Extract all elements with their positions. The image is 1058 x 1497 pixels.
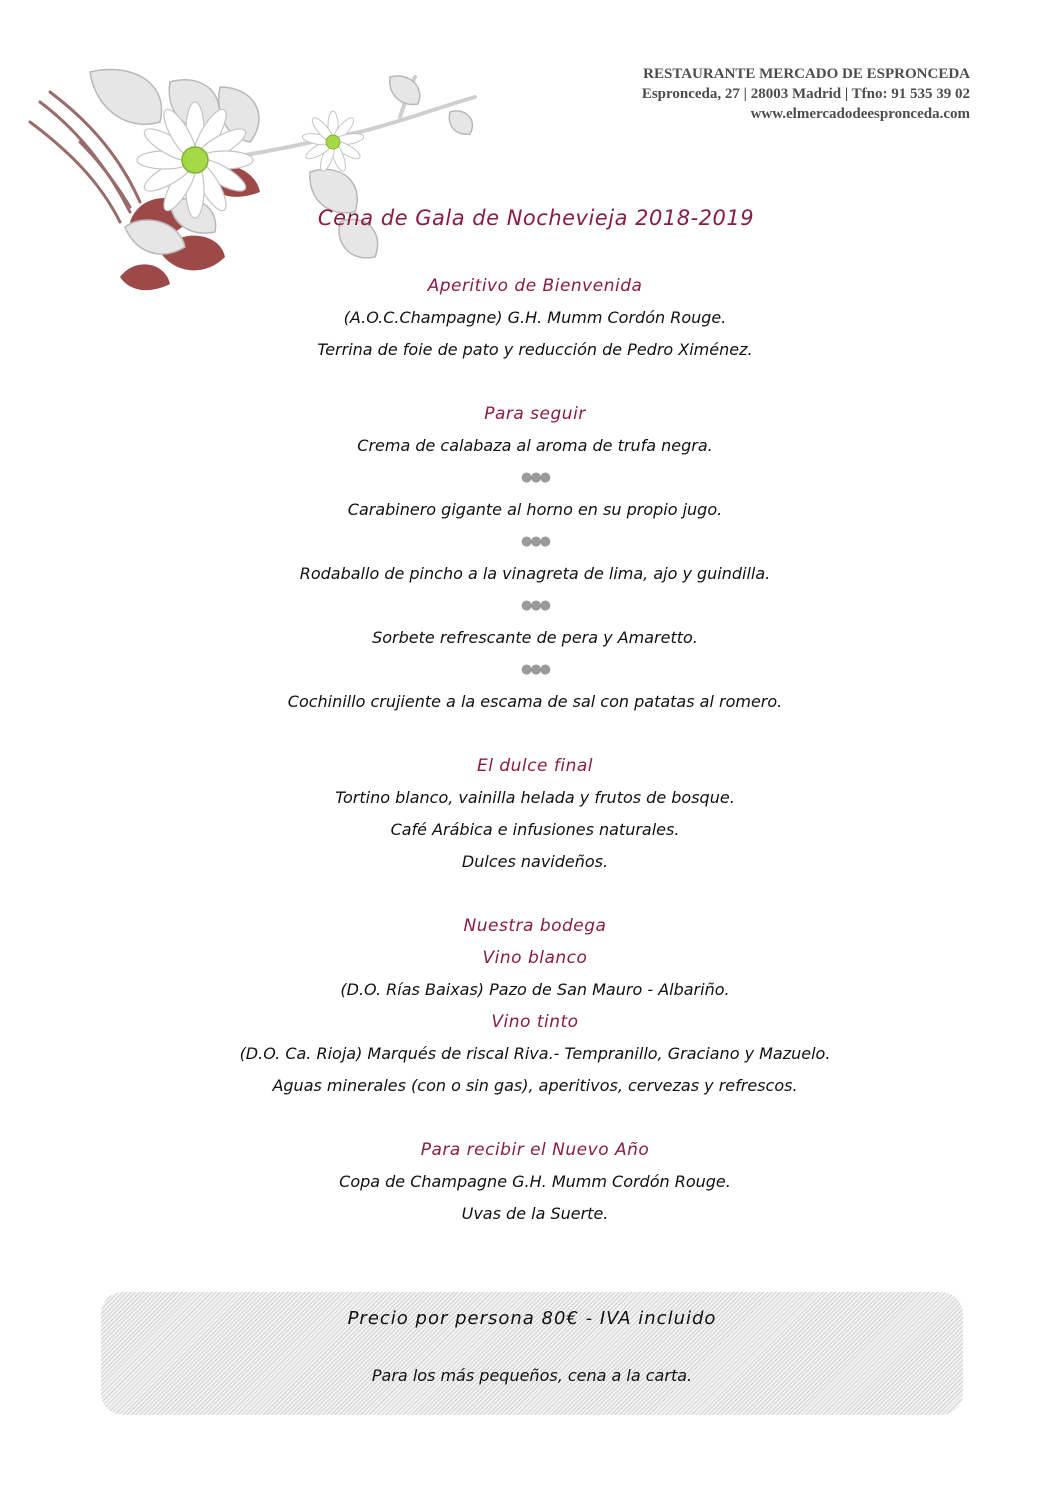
menu-item: (D.O. Rías Baixas) Pazo de San Mauro - Albariño. — [340, 980, 730, 999]
section-heading-nuevo-ano: Para recibir el Nuevo Año — [420, 1140, 650, 1160]
section-heading-vino-blanco: Vino blanco — [482, 948, 588, 968]
section-heading-bodega: Nuestra bodega — [463, 916, 607, 936]
menu-item: (D.O. Ca. Rioja) Marqués de riscal Riva.- Tempranillo, Graciano y Mazuelo. — [239, 1044, 831, 1063]
menu-item: Cochinillo crujiente a la escama de sal con patatas al romero. — [287, 692, 783, 711]
price-per-person: Precio por persona 80€ - IVA incluido — [347, 1308, 717, 1329]
section-heading-vino-tinto: Vino tinto — [491, 1012, 579, 1032]
menu-item: Café Arábica e infusiones naturales. — [390, 820, 680, 839]
menu-item: Dulces navideños. — [461, 852, 609, 871]
menu-item: Carabinero gigante al horno en su propio jugo. — [347, 500, 723, 519]
dots-separator-icon: ●●● — [520, 470, 550, 485]
menu-item: Rodaballo de pincho a la vinagreta de lima, ajo y guindilla. — [299, 564, 771, 583]
menu-item: Tortino blanco, vainilla helada y frutos de bosque. — [335, 788, 735, 807]
section-heading-seguir: Para seguir — [484, 404, 586, 424]
dots-separator-icon: ●●● — [520, 662, 550, 677]
menu-item: Copa de Champagne G.H. Mumm Cordón Rouge. — [339, 1172, 731, 1191]
menu-item: Aguas minerales (con o sin gas), aperitivos, cervezas y refrescos. — [272, 1076, 798, 1095]
dots-separator-icon: ●●● — [520, 598, 550, 613]
restaurant-name: RESTAURANTE MERCADO DE ESPRONCEDA — [643, 66, 970, 82]
menu-item: Crema de calabaza al aroma de trufa negra. — [357, 436, 713, 455]
kids-note: Para los más pequeños, cena a la carta. — [371, 1366, 693, 1385]
menu-item: Uvas de la Suerte. — [461, 1204, 609, 1223]
menu-item: (A.O.C.Champagne) G.H. Mumm Cordón Rouge. — [343, 308, 727, 327]
section-heading-aperitivo: Aperitivo de Bienvenida — [427, 276, 643, 296]
menu-body — [0, 270, 1058, 1230]
section-heading-dulce: El dulce final — [477, 756, 593, 776]
floral-decoration-icon — [20, 62, 500, 294]
restaurant-website: www.elmercadodeespronceda.com — [750, 106, 970, 122]
price-box — [101, 1292, 963, 1415]
dots-separator-icon: ●●● — [520, 534, 550, 549]
menu-title: Cena de Gala de Nochevieja 2018-2019 — [317, 206, 755, 230]
restaurant-address: Espronceda, 27 | 28003 Madrid | Tfno: 91 535 39 02 — [641, 86, 970, 102]
menu-item: Terrina de foie de pato y reducción de Pedro Ximénez. — [317, 340, 753, 359]
menu-item: Sorbete refrescante de pera y Amaretto. — [372, 628, 698, 647]
restaurant-header — [642, 64, 970, 124]
